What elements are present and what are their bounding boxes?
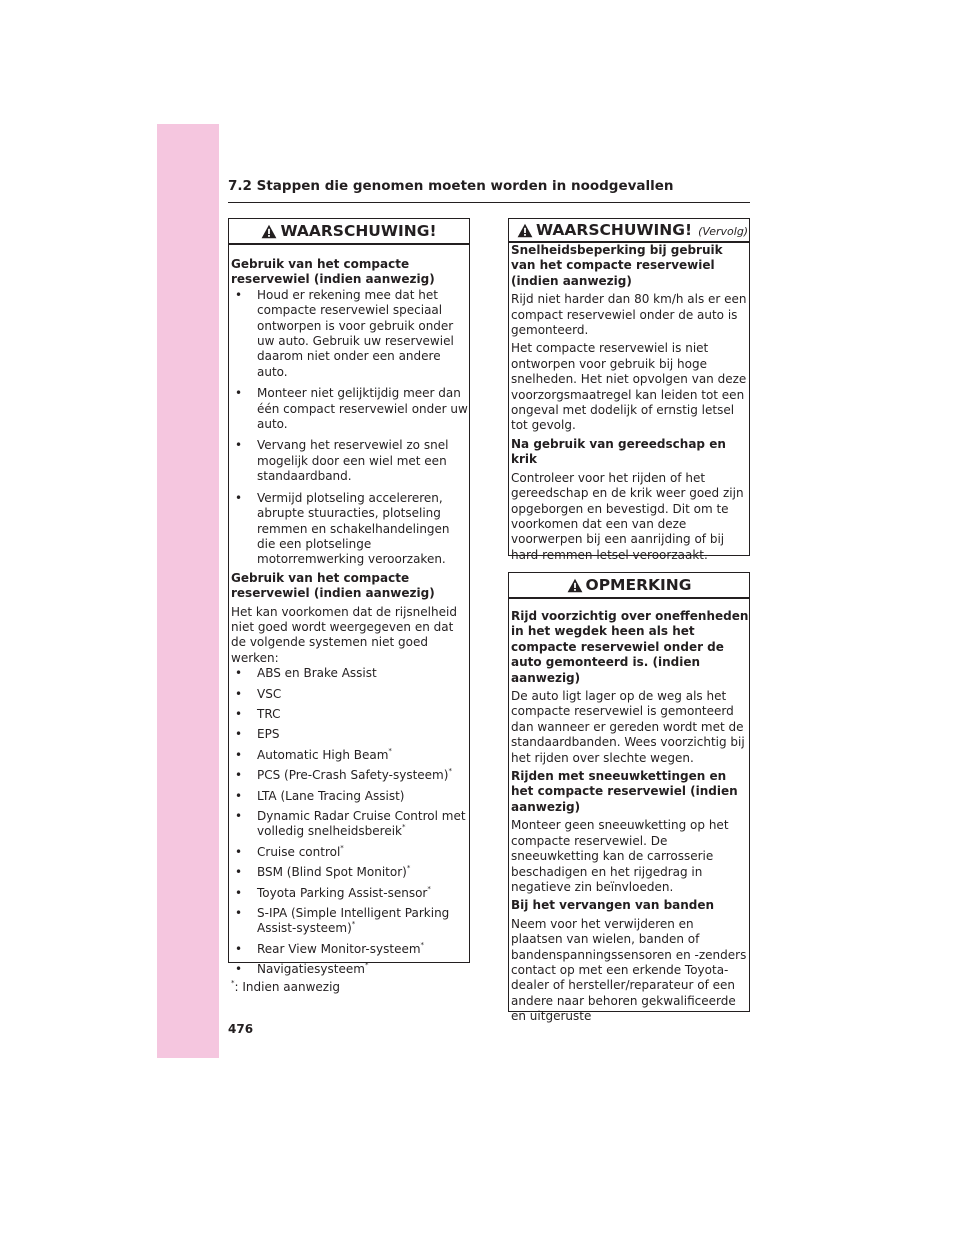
notice-triangle-icon [567, 578, 583, 593]
warning-bullet: • Vervang het reservewiel zo snel mogelijk door een wiel met een standaardband. [231, 438, 469, 484]
notice-box [508, 572, 750, 1024]
asterisk-mark: * [340, 843, 344, 852]
system-item: • Cruise control* [231, 845, 469, 860]
system-item: • BSM (Blind Spot Monitor)* [231, 865, 469, 880]
warning-heading: Na gebruik van gereedschap en krik [511, 436, 726, 467]
continued-label: (Vervolg) [698, 225, 749, 238]
warning-triangle-icon [261, 224, 277, 239]
notice-heading: Rijd voorzichtig over oneffenheden in het wegdek heen als het compacte reservewiel onder de auto gemonteerd is. (indien aanwezig) [511, 609, 749, 685]
asterisk-mark: * [364, 961, 369, 970]
system-item: • VSC [231, 687, 469, 702]
warning-title-bar [229, 219, 469, 245]
asterisk-mark: * [388, 746, 392, 755]
warning-box-right [508, 218, 750, 562]
notice-heading: Bij het vervangen van banden [511, 898, 715, 913]
system-item: • Navigatiesysteem* [231, 962, 469, 977]
asterisk-mark: * [351, 920, 356, 929]
warning-bullet: • Vermijd plotseling accelereren, abrupte stuuracties, plotseling remmen en schakelhandelingen die een plotselinge motorremwerking veroorzaken. [231, 491, 469, 568]
footnote: *: Indien aanwezig [231, 978, 341, 994]
notice-heading: Rijden met sneeuwkettingen en het compacte reservewiel (indien aanwezig) [511, 769, 738, 814]
section-title: 7.2 Stappen die genomen moeten worden in noodgevallen [228, 178, 674, 194]
warning-paragraph: Rijd niet harder dan 80 km/h als er een compact reservewiel onder de auto is gemonteerd. [511, 292, 747, 338]
warning-paragraph: Controleer voor het rijden of het gereedschap en de krik weer goed zijn opgeborgen en bevestigd. Dit om te voorkomen dat een van deze voorwerpen bij een aanrijding of bij hard remmen letsel veroorzaakt. [511, 470, 744, 562]
notice-title-bar [509, 573, 749, 599]
warning-heading: Gebruik van het compacte reservewiel (indien aanwezig) [231, 570, 435, 601]
system-item: • TRC [231, 707, 469, 722]
warning-paragraph: Het compacte reservewiel is niet ontworpen voor gebruik bij hoge snelheden. Het niet opvolgen van deze voorzorgsmaatregel kan leiden tot een ongeval met dodelijk of ernstig letsel tot gevolg. [511, 341, 747, 433]
section-header [228, 178, 750, 203]
notice-paragraph: Neem voor het verwijderen en plaatsen van wielen, banden of bandenspanningssensoren en -zenders contact op met een erkende Toyota-dealer of hersteller/reparateur of een andere naar behoren gekwalificeerde en uitgeruste [511, 916, 747, 1024]
asterisk-mark: * [427, 884, 431, 893]
warning-title: WAARSCHUWING! [280, 222, 437, 240]
asterisk-mark: * [420, 940, 425, 949]
system-item: • ABS en Brake Assist [231, 666, 469, 681]
section-tab-bar [157, 124, 219, 1058]
affected-systems-list [231, 666, 469, 978]
system-item: • Automatic High Beam* [231, 748, 469, 763]
warning-title: WAARSCHUWING! [536, 221, 693, 239]
asterisk-mark: * [401, 823, 406, 832]
system-item: • PCS (Pre-Crash Safety-systeem)* [231, 768, 469, 783]
warning-title-bar [509, 219, 749, 243]
warning-paragraph: Het kan voorkomen dat de rijsnelheid niet goed wordt weergegeven en dat de volgende systemen niet goed werken: [231, 604, 457, 665]
system-item: • EPS [231, 727, 469, 742]
system-item: • S-IPA (Simple Intelligent Parking Assist-systeem)* [231, 906, 469, 937]
system-item: • LTA (Lane Tracing Assist) [231, 789, 469, 804]
warning-heading: Snelheidsbeperking bij gebruik van het compacte reservewiel (indien aanwezig) [511, 243, 723, 288]
warning-heading: Gebruik van het compacte reservewiel (indien aanwezig) [231, 257, 435, 287]
system-item: • Dynamic Radar Cruise Control met volledig snelheidsbereik* [231, 809, 469, 840]
footnote-asterisk: * [231, 978, 235, 987]
page-number: 476 [228, 1022, 254, 1036]
warning-bullet: • Houd er rekening mee dat het compacte reservewiel speciaal ontworpen is voor gebruik onder uw auto. Gebruik uw reservewiel daarom niet onder een andere auto. [231, 288, 469, 380]
notice-paragraph: De auto ligt lager op de weg als het compacte reservewiel is gemonteerd dan wanneer er gereden wordt met de standaardbanden. Wees voorzichtig bij het rijden over slechte wegen. [511, 689, 745, 765]
notice-title: OPMERKING [585, 576, 692, 594]
notice-paragraph: Monteer geen sneeuwketting op het compacte reservewiel. De sneeuwketting kan de carrosserie beschadigen en het rijgedrag in negatieve zin beïnvloeden. [511, 818, 729, 894]
warning-bullet: • Monteer niet gelijktijdig meer dan één compact reservewiel onder uw auto. [231, 386, 469, 432]
asterisk-mark: * [406, 864, 411, 873]
warning-triangle-icon [517, 223, 533, 238]
system-item: • Rear View Monitor-systeem* [231, 942, 469, 957]
warning-box-left [228, 218, 470, 994]
asterisk-mark: * [448, 767, 452, 776]
system-item: • Toyota Parking Assist-sensor* [231, 886, 469, 901]
